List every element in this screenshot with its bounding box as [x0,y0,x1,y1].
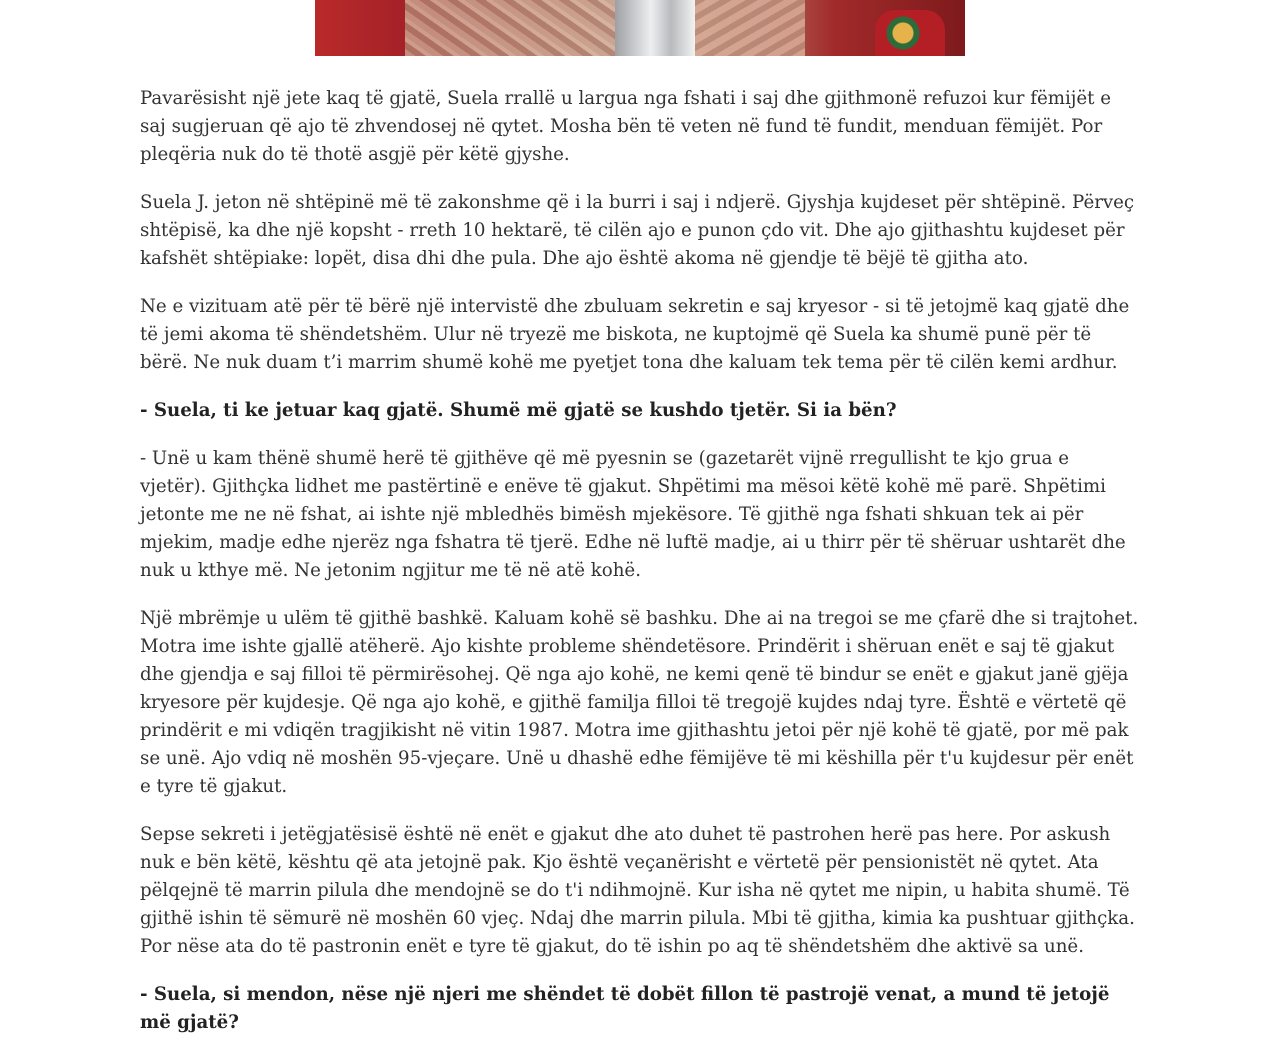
article-body [140,85,1140,1057]
article-paragraph: - Unë u kam thënë shumë herë të gjithëve që më pyesnin se (gazetarët vijnë rregullisht te kjo grua e vjetër). Gjithçka lidhet me pastërtinë e enëve të gjakut. Shpëtimi ma mësoi këtë kohë më parë. Shpëtimi jetonte me ne në fshat, ai ishte një mbledhës bimësh mjekësore. Të gjithë nga fshati shkuan tek ai për mjekim, madje edhe njerëz nga fshatra të tjerë. Edhe në luftë madje, ai u thirr për të shëruar ushtarët dhe nuk u kthye më. Ne jetonim ngjitur me të në atë kohë. [140,448,1126,581]
article-paragraph: Pavarësisht një jete kaq të gjatë, Suela rrallë u largua nga fshati i saj dhe gjithmonë refuzoi kur fëmijët e saj sugjeruan që ajo të zhvendosej në qytet. Mosha bën të veten në fund të fundit, menduan fëmijët. Por pleqëria nuk do të thotë asgjë për këtë gjyshe. [140,88,1112,165]
interview-question: - Suela, si mendon, nëse një njeri me shëndet të dobët fillon të pastrojë venat, a mund të jetojë më gjatë? [140,984,1110,1033]
hero-shawl-pattern [405,0,635,56]
article-paragraph: Suela J. jeton në shtëpinë më të zakonshme që i la burri i saj i ndjerë. Gjyshja kujdeset për shtëpinë. Përveç shtëpisë, ka dhe një kopsht - rreth 10 hektarë, të cilën ajo e punon çdo vit. Dhe ajo gjithashtu kujdeset për kafshët shtëpiake: lopët, disa dhi dhe pula. Dhe ajo është akoma në gjendje të bëjë të gjitha ato. [140,192,1135,269]
article-hero-image [315,0,965,56]
interview-question: - Suela, ti ke jetuar kaq gjatë. Shumë më gjatë se kushdo tjetër. Si ia bën? [140,400,897,421]
article-paragraph: Sepse sekreti i jetëgjatësisë është në enët e gjakut dhe ato duhet të pastrohen herë pas here. Por askush nuk e bën këtë, kështu që ata jetojnë pak. Kjo është veçanërisht e vërtetë për pensionistët në qytet. Ata pëlqejnë të marrin pilula dhe mendojnë se do t'i ndihmojnë. Kur isha në qytet me nipin, u habita shumë. Të gjithë ishin të sëmurë në moshën 60 vjeç. Ndaj dhe marrin pilula. Mbi të gjitha, kimia ka pushtuar gjithçka. Por nëse ata do të pastronin enët e tyre të gjakut, do të ishin po aq të shëndetshëm dhe aktivë sa unë. [140,824,1135,957]
hero-dress [615,0,695,56]
hero-shawl-pattern-2 [695,0,805,56]
article-paragraph: Një mbrëmje u ulëm të gjithë bashkë. Kaluam kohë së bashku. Dhe ai na tregoi se me çfarë dhe si trajtohet. Motra ime ishte gjallë atëherë. Ajo kishte probleme shëndetësore. Prindërit i shëruan enët e saj të gjakut dhe gjendja e saj filloi të përmirësohej. Që nga ajo kohë, ne kemi qenë të bindur se enët e gjakut janë gjëja kryesore për kujdesje. Që nga ajo kohë, e gjithë familja filloi të tregojë kujdes ndaj tyre. Është e vërtetë që prindërit e mi vdiqën tragjikisht në vitin 1987. Motra ime gjithashtu jetoi për një kohë të gjatë, por më pak se unë. Ajo vdiq në moshën 95-vjeçare. Unë u dhashë edhe fëmijëve të mi këshilla për t'u kujdesur për enët e tyre të gjakut. [140,608,1139,797]
article-paragraph: Ne e vizituam atë për të bërë një intervistë dhe zbuluam sekretin e saj kryesor - si të jetojmë kaq gjatë dhe të jemi akoma të shëndetshëm. Ulur në tryezë me biskota, ne kuptojmë që Suela ka shumë punë për të bërë. Ne nuk duam t’i marrim shumë kohë me pyetjet tona dhe kaluam tek tema për të cilën kemi ardhur. [140,296,1130,373]
hero-cushion [875,10,945,56]
